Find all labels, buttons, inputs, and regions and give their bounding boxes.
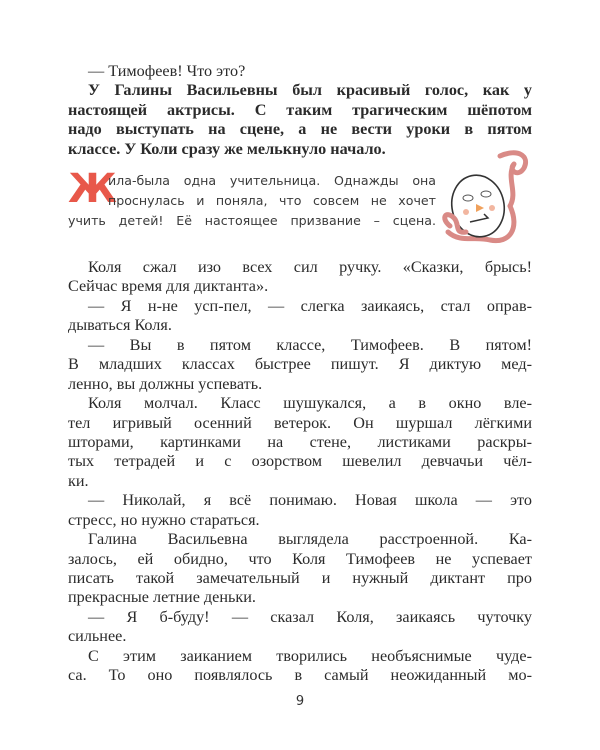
text-line: Галина Васильевна выглядела расстроенной. Ка-	[88, 530, 532, 549]
body-text	[68, 258, 532, 686]
text-line: дываться Коля.	[68, 316, 172, 335]
drop-cap: Ж	[68, 166, 117, 212]
text-line: — Тимофеев! Что это?	[88, 62, 246, 80]
text-line: — Я н-не усп-пел, — слегка заикаясь, стал оправ-	[88, 296, 532, 315]
text-line: тых тетрадей и с озорством шевелил девчачьи чёл-	[68, 452, 532, 471]
text-line: сильнее.	[68, 627, 127, 646]
text-line: — Я б-буду! — сказал Коля, заикаясь чуточку	[88, 607, 532, 626]
inset-line: ила-была одна учительница. Однажды она	[108, 173, 436, 188]
text-line: У Галины Васильевны был красивый голос, как у	[88, 81, 532, 100]
text-line: тел игривый осенний ветерок. Он шуршал лёгкими	[68, 413, 532, 432]
inset-line: учить детей! Её настоящее призвание – сцена.	[68, 213, 436, 228]
text-line: надо выступать на сцене, а не вести уроки в пятом	[68, 120, 532, 139]
opening-text	[68, 62, 532, 159]
text-line: залось, ей обидно, что Коля Тимофеев не успевает	[68, 549, 532, 568]
text-line: — Вы в пятом классе, Тимофеев. В пятом!	[88, 335, 532, 354]
text-line: Сейчас время для диктанта».	[68, 277, 269, 296]
text-line: ленно, вы должны успевать.	[68, 374, 263, 393]
story-inset	[68, 166, 438, 241]
text-line: шторами, картинками на стене, листиками раскры-	[68, 432, 532, 451]
text-line: классе. У Коли сразу же мелькнуло начало.	[68, 139, 386, 158]
text-line: С этим заиканием творились необъяснимые чуде-	[88, 646, 532, 665]
text-line: В младших классах быстрее пишут. Я диктую мед-	[68, 355, 532, 374]
page-number: 9	[295, 694, 305, 709]
text-line: настоящей актрисы. С таким трагическим шёпотом	[68, 100, 532, 119]
mask-ribbon-illustration	[440, 148, 535, 248]
text-line: — Николай, я всё понимаю. Новая школа — это	[88, 491, 532, 510]
text-line: писать такой замечательный и нужный диктант про	[68, 569, 532, 587]
text-line: ки.	[68, 471, 89, 490]
text-line: Коля молчал. Класс шушукался, а в окно вле-	[88, 394, 532, 413]
text-line: са. То оно появлялось в самый неожиданный мо-	[68, 666, 532, 685]
text-line: Коля сжал изо всех сил ручку. «Сказки, брысь!	[88, 258, 532, 276]
text-line: стресс, но нужно стараться.	[68, 510, 260, 529]
text-line: прекрасные летние деньки.	[68, 588, 256, 607]
inset-line: проснулась и поняла, что совсем не хочет	[108, 193, 436, 208]
